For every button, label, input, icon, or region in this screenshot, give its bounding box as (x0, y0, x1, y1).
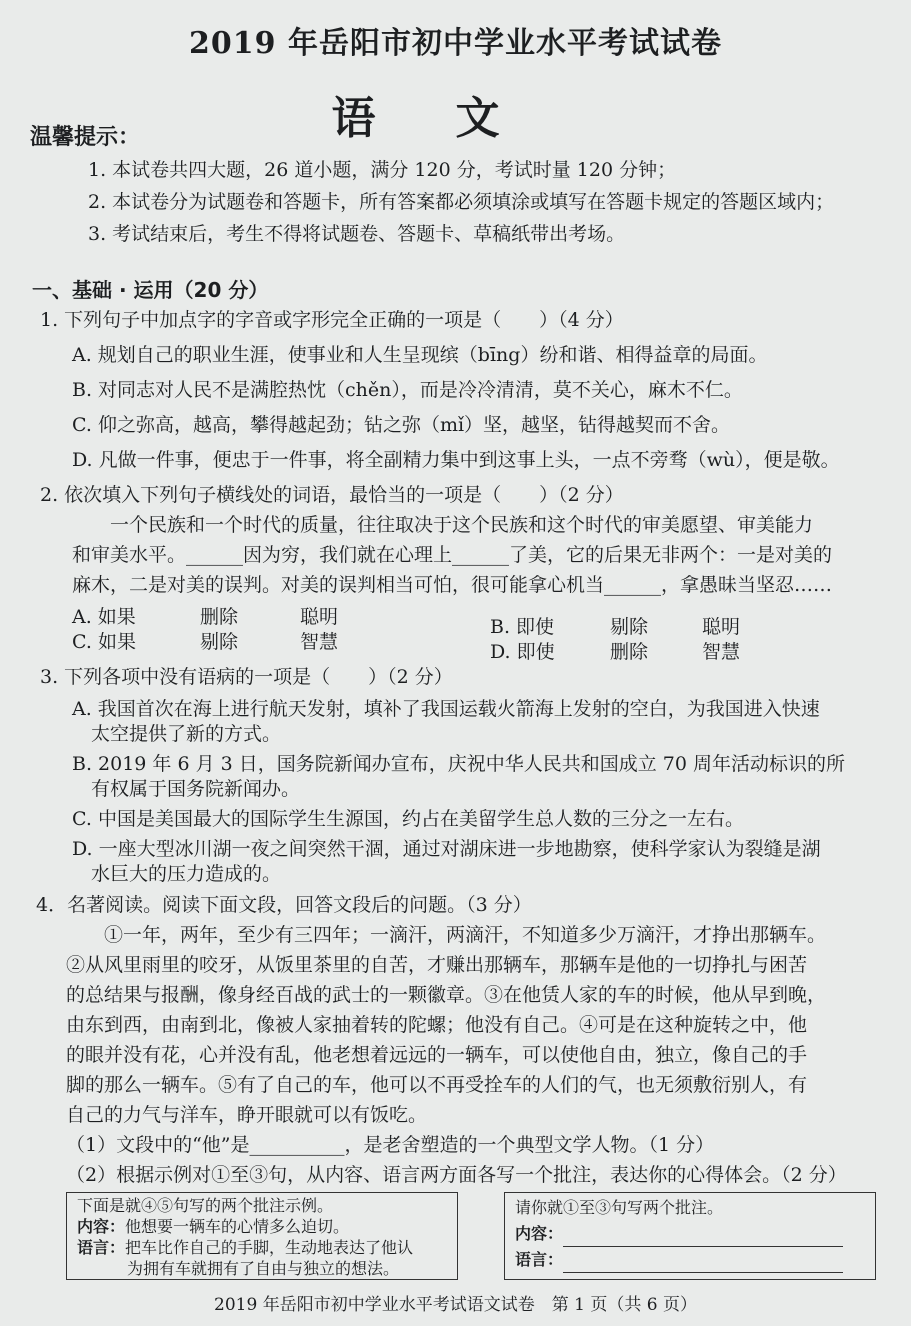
example-heading: 下面是就④⑤句写的两个批注示例。 (77, 1196, 334, 1215)
section-heading: 一、基础 · 运用（20 分） (32, 278, 269, 302)
option-word: 删除 (610, 641, 649, 663)
option-b-cont: 有权属于国务院新闻办。 (72, 778, 301, 800)
example-language (77, 1237, 447, 1258)
option-d (490, 640, 740, 664)
question-stem: 3. 下列各项中没有语病的一项是（ ）（2 分） (40, 666, 453, 688)
passage-line: 的总结果与报酬，像身经百战的武士的一颗徽章。③在他赁人家的车的时候，他从早到晚， (66, 984, 827, 1006)
example-content (77, 1216, 447, 1237)
passage-line: 脚的那么一辆车。⑤有了自己的车，他可以不再受拴车的人们的气，也无须敷衍别人，有 (66, 1074, 808, 1096)
answer-heading: 请你就①至③句写两个批注。 (515, 1198, 724, 1217)
answer-annotation-box (504, 1192, 876, 1280)
content-label: 内容： (515, 1224, 564, 1243)
question-stem: 1. 下列句子中加点字的字音或字形完全正确的一项是（ ）（4 分） (40, 309, 624, 331)
sub-question: （1）文段中的“他”是__________，是老舍塑造的一个典型文学人物。（1 分） (66, 1134, 715, 1156)
option-a: A. 规划自己的职业生涯，使事业和人生呈现缤（bīng）纷和谐、相得益章的局面。 (72, 344, 768, 366)
option-word: 聪明 (300, 606, 339, 628)
page-footer: 2019 年岳阳市初中学业水平考试语文试卷 第 1 页（共 6 页） (214, 1295, 697, 1315)
option-a (72, 605, 338, 629)
exam-title: 2019 年岳阳市初中学业水平考试试卷 (189, 26, 722, 61)
option-word: 聪明 (702, 616, 741, 638)
language-answer-line[interactable] (563, 1254, 843, 1273)
content-label: 内容： (77, 1217, 126, 1236)
option-c: C. 仰之弥高，越高，攀得越起劲；钻之弥（mǐ）坚，越坚，钻得越契而不舍。 (72, 414, 731, 436)
example-annotation-box (66, 1192, 458, 1280)
language-label: 语言： (77, 1238, 126, 1257)
answer-content-row (515, 1221, 865, 1247)
option-a: A. 我国首次在海上进行航天发射，填补了我国运载火箭海上发射的空白，为我国进入快速 (72, 698, 820, 720)
passage-line: 自己的力气与洋车，睁开眼就可以有饭吃。 (66, 1104, 428, 1126)
option-c (72, 630, 338, 654)
tips-heading: 温馨提示： (30, 125, 141, 150)
content-text: 他想要一辆车的心情多么迫切。 (125, 1217, 350, 1236)
option-b: B. 对同志对人民不是满腔热忱（chěn），而是冷冷清清，莫不关心，麻木不仁。 (72, 379, 743, 401)
option-word: 剔除 (200, 631, 239, 653)
option-d: D. 一座大型冰川湖一夜之间突然干涸，通过对湖床进一步地勘察，使科学家认为裂缝是湖 (72, 838, 821, 860)
subject-title: 语文 (331, 93, 580, 144)
option-b: B. 2019 年 6 月 3 日，国务院新闻办宣布，庆祝中华人民共和国成立 70 周年活动标识的所 (72, 753, 846, 775)
language-text: 把车比作自己的手脚，生动地表达了他认 (125, 1238, 414, 1257)
option-word: 智慧 (300, 631, 339, 653)
option-word: 删除 (200, 606, 239, 628)
passage-line: ②从风里雨里的咬牙，从饭里茶里的自苦，才赚出那辆车，那辆车是他的一切挣扎与困苦 (66, 954, 808, 976)
option-a-cont: 太空提供了新的方式。 (72, 723, 282, 745)
passage-line: 的眼并没有花，心并没有乱，他老想着远远的一辆车，可以使他自由，独立，像自己的手 (66, 1044, 808, 1066)
option-word: C. 如果 (72, 631, 136, 653)
option-word: 智慧 (702, 641, 741, 663)
option-b (490, 615, 740, 639)
option-word: D. 即使 (490, 641, 555, 663)
passage-line: 麻木，二是对美的误判。对美的误判相当可怕，很可能拿心机当______，拿愚昧当坚忍…… (72, 574, 833, 596)
language-text-cont: 为拥有车就拥有了自由与独立的想法。 (127, 1259, 400, 1278)
tip-item: 2. 本试卷分为试题卷和答题卡，所有答案都必须填涂或填写在答题卡规定的答题区域内； (88, 191, 835, 213)
option-d: D. 凡做一件事，便忠于一件事，将全副精力集中到这事上头，一点不旁骛（wù），便是敬。 (72, 449, 840, 471)
option-word: A. 如果 (72, 606, 136, 628)
option-d-cont: 水巨大的压力造成的。 (72, 863, 282, 885)
option-c: C. 中国是美国最大的国际学生生源国，约占在美留学生总人数的三分之一左右。 (72, 808, 744, 830)
tip-item: 3. 考试结束后，考生不得将试题卷、答题卡、草稿纸带出考场。 (88, 223, 626, 245)
question-stem: 4．名著阅读。阅读下面文段，回答文段后的问题。（3 分） (36, 894, 532, 916)
answer-language-row (515, 1247, 865, 1273)
option-word: 剔除 (610, 616, 649, 638)
passage-line: ①一年，两年，至少有三四年；一滴汗，两滴汗，不知道多少万滴汗，才挣出那辆车。 (66, 924, 827, 946)
language-label: 语言： (515, 1250, 564, 1269)
passage-line: 一个民族和一个时代的质量，往往取决于这个民族和这个时代的审美愿望、审美能力 (72, 514, 814, 536)
passage-line: 由东到西，由南到北，像被人家抽着转的陀螺；他没有自己。④可是在这种旋转之中，他 (66, 1014, 808, 1036)
sub-question: （2）根据示例对①至③句，从内容、语言两方面各写一个批注，表达你的心得体会。（2 分） (66, 1164, 847, 1186)
question-stem: 2. 依次填入下列句子横线处的词语，最恰当的一项是（ ）（2 分） (40, 484, 624, 506)
option-word: B. 即使 (490, 616, 555, 638)
content-answer-line[interactable] (563, 1228, 843, 1247)
tip-item: 1. 本试卷共四大题，26 道小题，满分 120 分，考试时量 120 分钟； (88, 159, 677, 181)
passage-line: 和审美水平。______因为穷，我们就在心理上______了美，它的后果无非两个：一是对美的 (72, 544, 833, 566)
